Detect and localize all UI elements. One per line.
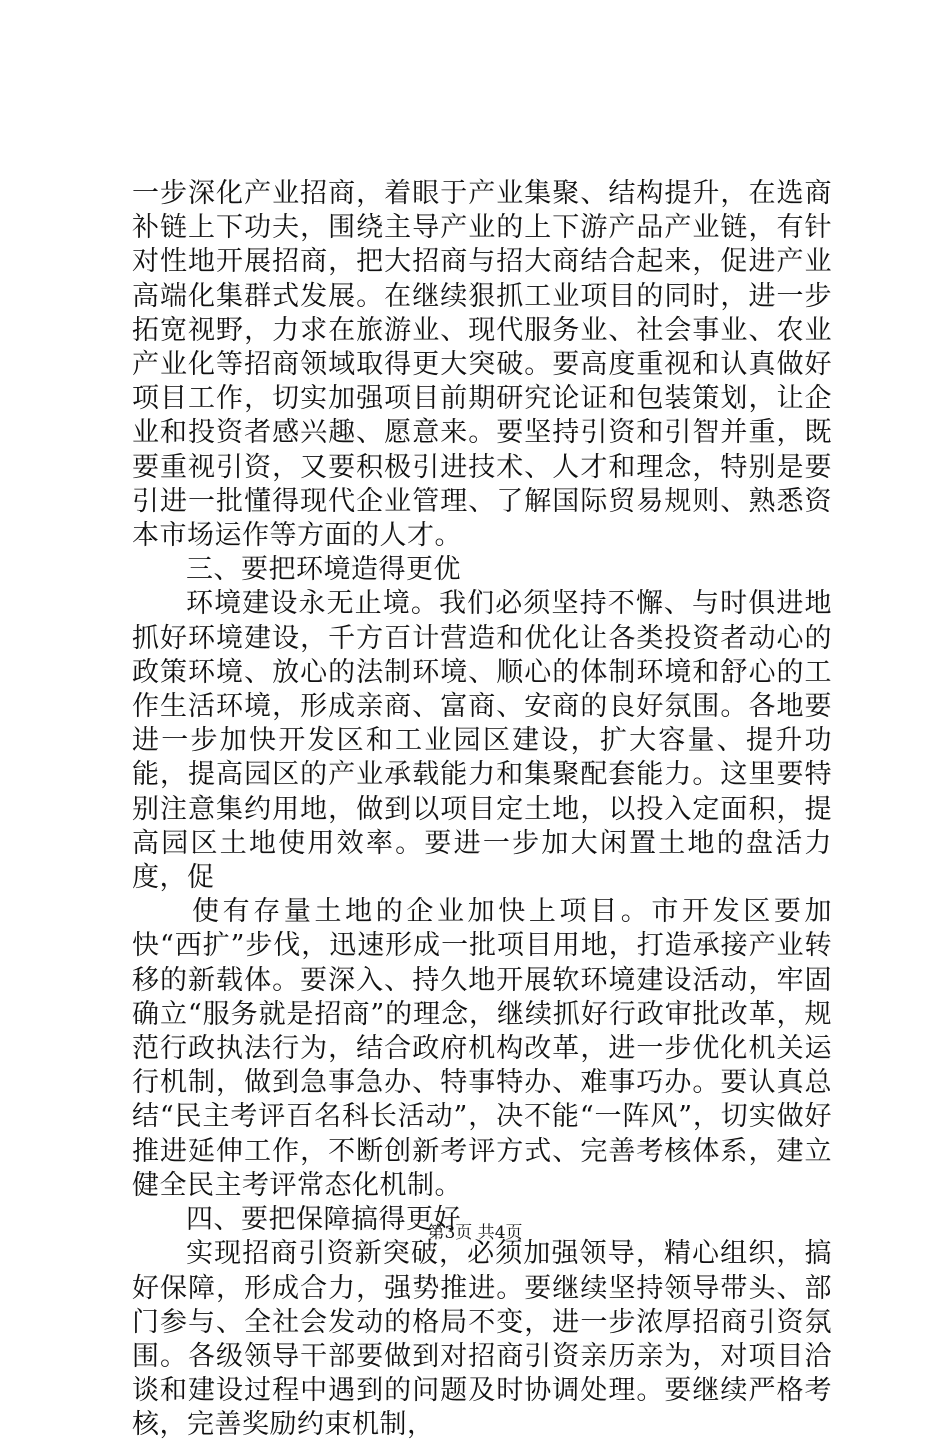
body-paragraph-2: 环境建设永无止境。我们必须坚持不懈、与时俱进地抓好环境建设，千方百计营造和优化让各类投资者动心的政策环境、放心的法制环境、顺心的体制环境和舒心的工作生活环境，形成亲商、富商、安商的良好氛围。各地要进一步加快开发区和工业园区建设，扩大容量、提升功能，提高园区的产业承载能力和集聚配套能力。这里要特别注意集约用地，做到以项目定土地，以投入定面积，提高园区土地使用效率。要进一步加大闲置土地的盘活力度，促 (132, 588, 832, 894)
body-paragraph-4: 实现招商引资新突破，必须加强领导，精心组织，搞好保障，形成合力，强势推进。要继续坚持领导带头、部门参与、全社会发动的格局不变，进一步浓厚招商引资氛围。各级领导干部要做到对招商引资亲历亲为，对项目洽谈和建设过程中遇到的问题及时协调处理。要继续严格考核，完善奖励约束机制， (132, 1238, 832, 1441)
body-paragraph-1: 一步深化产业招商，着眼于产业集聚、结构提升，在选商补链上下功夫，围绕主导产业的上下游产品产业链，有针对性地开展招商，把大招商与招大商结合起来，促进产业高端化集群式发展。在继续狠抓工业项目的同时，进一步拓宽视野，力求在旅游业、现代服务业、社会事业、农业产业化等招商领域取得更大突破。要高度重视和认真做好项目工作，切实加强项目前期研究论证和包装策划，让企业和投资者感兴趣、愿意来。要坚持引资和引智并重，既要重视引资，又要积极引进技术、人才和理念，特别是要引进一批懂得现代企业管理、了解国际贸易规则、熟悉资本市场运作等方面的人才。 (132, 178, 832, 552)
page-footer: 第3页 共4页 (427, 1223, 523, 1243)
document-body (132, 177, 832, 1443)
body-paragraph-3: 使有存量土地的企业加快上项目。市开发区要加快“西扩”步伐，迅速形成一批项目用地，打造承接产业转移的新载体。要深入、持久地开展软环境建设活动，牢固确立“服务就是招商”的理念，继续抓好行政审批改革，规范行政执法行为，结合政府机构改革，进一步优化机关运行机制，做到急事急办、特事特办、难事巧办。要认真总结“民主考评百名科长活动”，决不能“一阵风”，切实做好推进延伸工作，不断创新考评方式、完善考核体系，建立健全民主考评常态化机制。 (132, 896, 832, 1201)
section-heading-4: 四、要把保障搞得更好 (186, 1204, 461, 1236)
section-heading-3: 三、要把环境造得更优 (186, 554, 461, 586)
